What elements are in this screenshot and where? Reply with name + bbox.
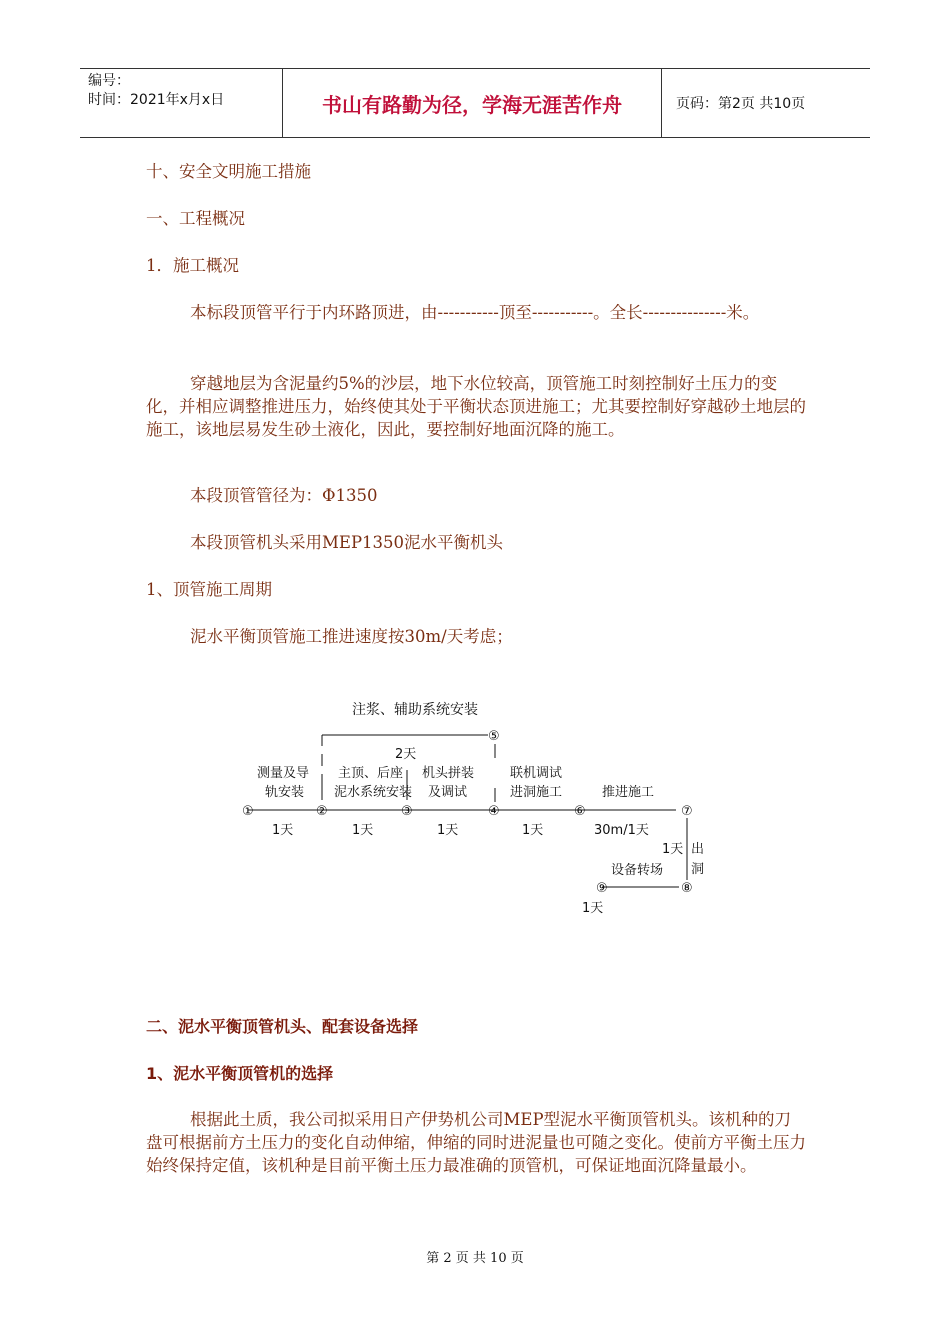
task6-label: 设备转场 [611,863,664,878]
node-2: ② [316,804,328,819]
task3-line1: 机头拼装 [422,766,475,781]
section-heading-2: 二、泥水平衡顶管机头、配套设备选择 [146,1017,419,1036]
node-7: ⑦ [681,804,693,819]
task2-line1: 主顶、后座 [338,766,404,781]
top-task-label: 注浆、辅助系统安装 [352,702,478,718]
header-left-cell [80,69,283,137]
task4-line2: 进洞施工 [510,785,563,800]
node-9: ⑨ [596,881,608,896]
duration-1: 1天 [272,823,294,838]
paragraph-strata: 穿越地层为含泥量约5%的沙层，地下水位较高，顶管施工时刻控制好土压力的变化，并相应调整推进压力，始终使其处于平衡状态顶进施工；尤其要控制好穿越砂土地层的施工，该地层易发生砂土液化，因此，要控制好地面沉降的施工。 [146,374,806,439]
paragraph-diameter: 本段顶管管径为：Φ1350 [190,486,378,505]
page-header [80,68,870,138]
task4-line1: 联机调试 [510,766,563,781]
exit-label-1: 出 [691,842,705,857]
task5-label: 推进施工 [602,785,655,800]
period-heading: 1、顶管施工周期 [146,580,272,599]
duration-3: 1天 [437,823,459,838]
top-task-days: 2天 [395,747,417,762]
section-heading-1: 一、工程概况 [146,209,245,228]
exit-label-2: 洞 [691,862,705,877]
task1-line1: 测量及导 [257,766,310,781]
header-page-info: 页码：第2页 共10页 [676,96,806,112]
section-heading-10: 十、安全文明施工措施 [146,162,311,181]
node-8: ⑧ [681,881,693,896]
header-date: 时间：2021年x月x日 [88,92,225,108]
task1-line2: 轨安装 [265,785,305,800]
header-motto: 书山有路勤为径，学海无涯苦作舟 [283,69,662,137]
task2-line2: 泥水系统安装 [334,785,413,800]
duration-4: 1天 [522,823,544,838]
duration-5: 30m/1天 [594,823,649,838]
paragraph-machine-choice: 根据此土质，我公司拟采用日产伊势机公司MEP型泥水平衡顶管机头。该机种的刀盘可根据前方土压力的变化自动伸缩，伸缩的同时进泥量也可随之变化。使前方平衡土压力始终保持定值，该机种是目前平衡土压力最准确的顶管机，可保证地面沉降量最小。 [146,1110,806,1175]
node-1: ① [242,804,254,819]
paragraph-machine: 本段顶管机头采用MEP1350泥水平衡机头 [190,533,504,552]
node-5: ⑤ [488,729,500,744]
node-6: ⑥ [574,804,586,819]
subsection-heading: 1．施工概况 [146,256,239,275]
construction-schedule-diagram [230,690,730,920]
subsection-heading-2-1: 1、泥水平衡顶管机的选择 [146,1064,334,1083]
paragraph-speed: 泥水平衡顶管施工推进速度按30m/天考虑； [190,627,513,646]
page-footer: 第 2 页 共 10 页 [426,1251,524,1266]
header-number: 编号： [88,73,130,89]
duration-2: 1天 [352,823,374,838]
paragraph-overview: 本标段顶管平行于内环路顶进，由-----------顶至-----------。全长---------------米。 [190,303,760,322]
duration-7: 1天 [582,901,604,916]
node-4: ④ [488,804,500,819]
node-3: ③ [401,804,413,819]
task3-line2: 及调试 [428,785,468,800]
duration-6: 1天 [662,842,684,857]
